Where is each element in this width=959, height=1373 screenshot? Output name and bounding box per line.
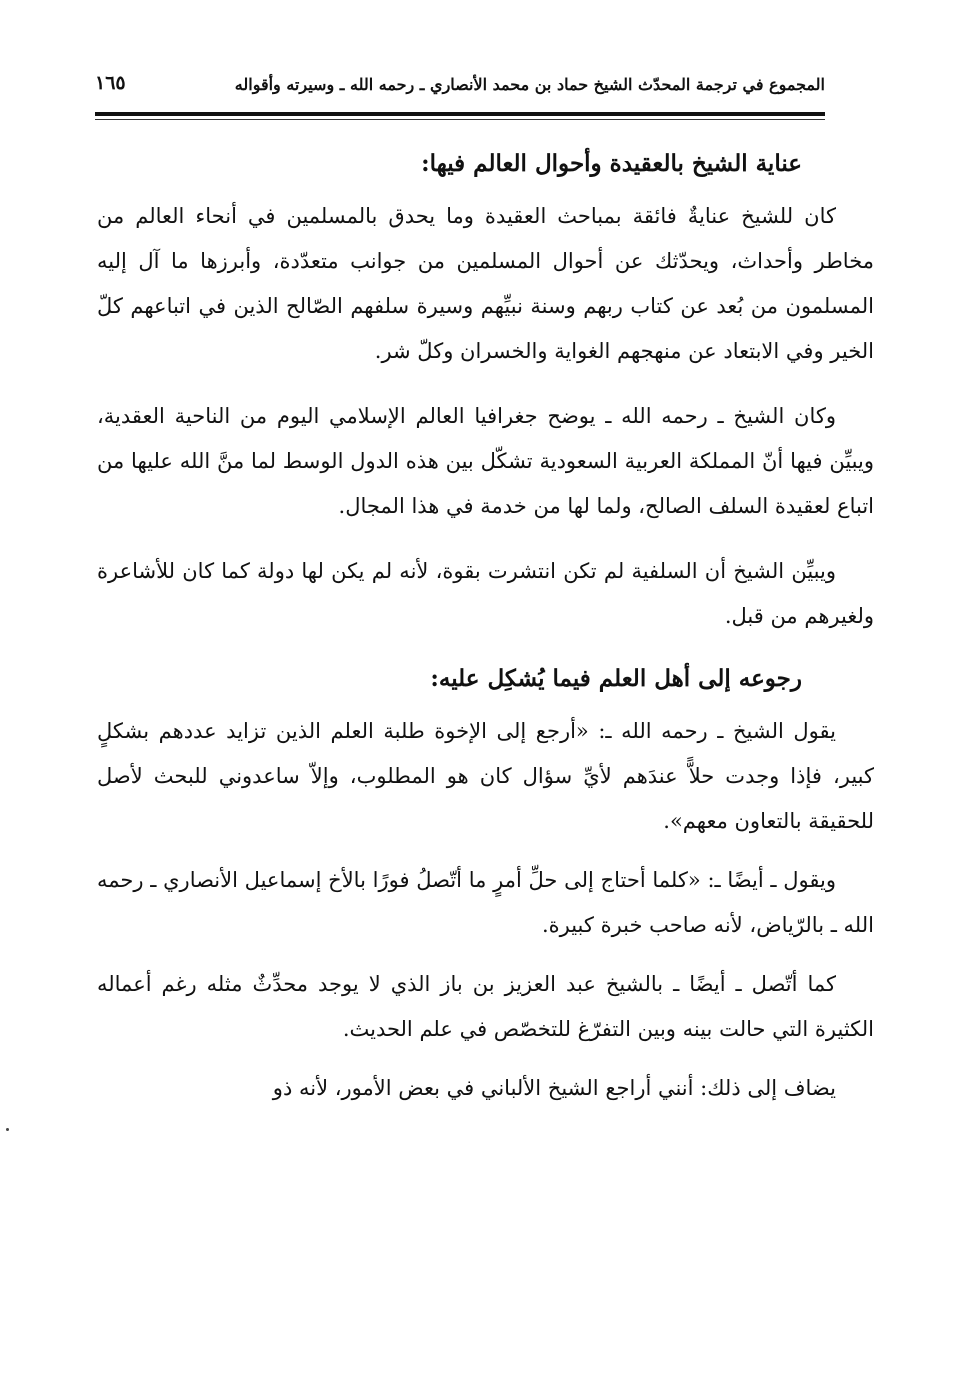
paragraph: ويبيِّن الشيخ أن السلفية لم تكن انتشرت بقوة، لأنه لم يكن لها دولة كما كان للأشاعرة ولغيرهم من قبل.: [97, 559, 874, 628]
paragraph: يقول الشيخ ـ رحمه الله ـ: «أرجع إلى الإخوة طلبة العلم الذين تزايد عددهم بشكلٍ كبير، فإذا وجدت حلاًّ عندَهم لأيِّ سؤال كان هو المطلوب، وإلاّ ساعدوني للبحث لأصل للحقيقة بالتعاون معهم».: [97, 719, 874, 833]
header-rule: [95, 112, 825, 116]
paragraph: وكان الشيخ ـ رحمه الله ـ يوضح جغرافيا العالم الإسلامي اليوم من الناحية العقدية، ويبيِّن فيها أنّ المملكة العربية السعودية تشكّل بين هذه الدول الوسط لما منَّ الله عليها من اتباع لعقيدة السلف الصالح، ولما لها من خدمة في هذا المجال.: [97, 404, 874, 518]
page-number: ١٦٥: [95, 72, 126, 94]
running-header: [95, 58, 825, 94]
paragraph: كما أتّصل ـ أيضًا ـ بالشيخ عبد العزيز بن باز الذي لا يوجد محدِّثٌ مثله رغم أعماله الكثيرة التي حالت بينه وبين التفرّغ للتخصّص في علم الحديث.: [97, 972, 874, 1041]
paragraph: ويقول ـ أيضًا ـ: «كلما أحتاج إلى حلِّ أمرٍ ما أتّصلُ فورًا بالأخ إسماعيل الأنصاري ـ رحمه الله ـ بالرّياض، لأنه صاحب خبرة كبيرة.: [97, 868, 874, 937]
header-rule-thin: [95, 119, 825, 120]
running-title: المجموع في ترجمة المحدّث الشيخ حماد بن محمد الأنصاري ـ رحمه الله ـ وسيرته وأقواله: [234, 75, 825, 94]
section-heading: عناية الشيخ بالعقيدة وأحوال العالم فيها:: [421, 150, 802, 177]
section-creed: [97, 144, 874, 639]
section-heading: رجوعه إلى أهل العلم فيما يُشكِل عليه:: [430, 665, 802, 692]
scan-speck: [6, 1128, 9, 1131]
paragraph: يضاف إلى ذلك: أنني أراجع الشيخ الألباني في بعض الأمور، لأنه ذو: [272, 1076, 836, 1100]
paragraph: كان للشيخ عنايةٌ فائقة بمباحث العقيدة وما يحدق بالمسلمين في أنحاء العالم من مخاطر وأحداث، ويحدّثك عن أحوال المسلمين من جوانب متعدّدة، وأبرزها ما آل إليه المسلمون من بُعد عن كتاب ربهم وسنة نبيِّهم وسيرة سلفهم الصّالح الذين في اتباعهم كلّ الخير وفي الابتعاد عن منهجهم الغواية والخسران وكلّ شر.: [97, 204, 874, 363]
section-consulting-scholars: [97, 659, 874, 1111]
page-body: [97, 140, 874, 1125]
